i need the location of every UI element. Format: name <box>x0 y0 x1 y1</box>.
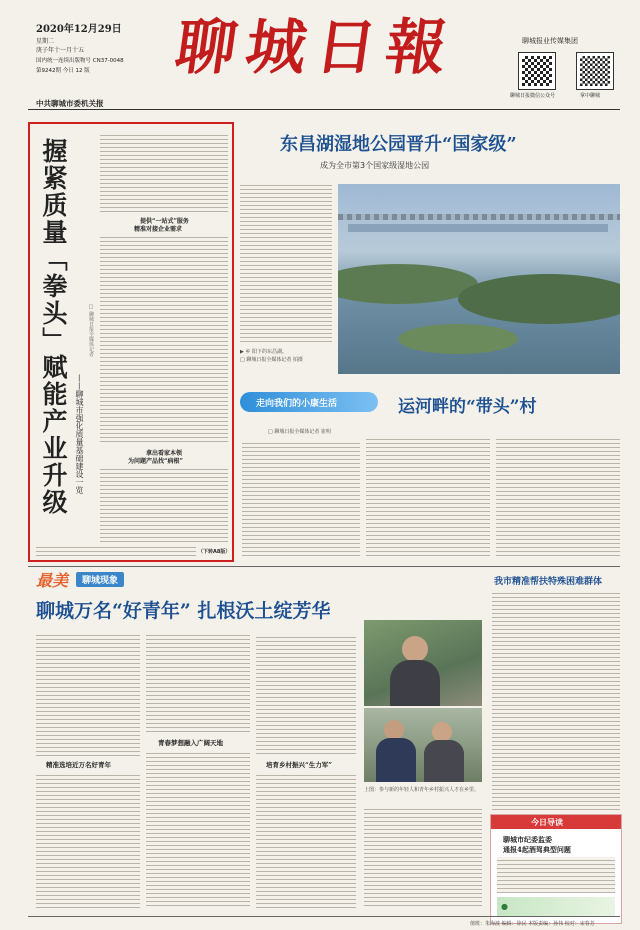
today-guide-header <box>491 815 621 829</box>
youth-banner <box>36 568 166 588</box>
top-story-subtitle-1b: 精准对接企业需求 <box>134 226 183 233</box>
masthead <box>0 0 640 110</box>
youth-sub-2: 青春梦想融入广阔天地 <box>158 739 223 747</box>
top-story-box <box>28 122 234 562</box>
newspaper-title: 聊城日報 <box>171 13 461 83</box>
xiaokang-banner <box>240 392 378 412</box>
youth-photo-bottom <box>364 708 482 782</box>
top-story-body-4 <box>36 544 196 558</box>
media-group: 聊城报业传媒集团 <box>522 37 578 45</box>
top-story-subtitle-2: 拿出看家本领 <box>146 450 183 457</box>
wetland-headline: 东昌湖湿地公园晋升“国家级” <box>280 134 517 155</box>
wetland-body <box>240 182 332 342</box>
xiaokang-headline: 运河畔的“带头”村 <box>398 397 537 417</box>
youth-photo-caption: 上图：参与新的年轻人和青年乡村振兴人才在乡里。 <box>364 787 480 793</box>
top-story-body-1 <box>100 132 228 212</box>
youth-body-5 <box>256 634 356 754</box>
today-brief-banner <box>497 897 615 917</box>
top-story-headline: 握紧质量「拳头」赋能产业升级 <box>39 138 68 516</box>
wetland-story <box>240 118 620 388</box>
youth-banner-right: 聊城现象 <box>76 572 124 587</box>
today-guide-panel <box>490 814 622 924</box>
top-story-subtitle-1: 提供“一站式”服务 <box>140 218 189 225</box>
top-story-body-2 <box>100 234 228 444</box>
youth-photo-top <box>364 620 482 706</box>
top-story-continue: （下转A8版） <box>198 549 231 555</box>
youth-body-6 <box>256 772 356 908</box>
xiaokang-banner-text: 走向我们的小康生活 <box>256 399 338 409</box>
cn-number: 国内统一连续出版物号 CN37-0048 <box>36 58 124 64</box>
wetland-subheadline: 成为全市第3个国家级湿地公园 <box>320 161 430 170</box>
footer-credits: 值班：朱海波 编辑：徐民 本版责编：孙伟 校对：宋春芳 <box>470 921 595 927</box>
today-brief-2[interactable]: 通报4起酒驾典型问题 <box>503 845 571 854</box>
qr1-label: 聊城日报微信公众号 <box>510 93 556 99</box>
wetland-caption-2: □ 聊城日报全媒体记者 拍摄 <box>240 357 303 363</box>
youth-body-3 <box>146 632 250 732</box>
today-brief-1[interactable]: 聊城市纪委监委 <box>503 835 552 844</box>
youth-sub-1: 精准选培近万名好青年 <box>46 761 111 769</box>
youth-body-2 <box>36 772 140 908</box>
masthead-divider <box>28 109 620 110</box>
date: 2020年12月29日 <box>36 24 122 35</box>
youth-headline: 聊城万名“好青年” 扎根沃土绽芳华 <box>36 600 331 622</box>
qr-code-2 <box>576 52 614 90</box>
today-guide-label: 今日导读 <box>531 818 563 827</box>
youth-sub-3: 培育乡村振兴“生力军” <box>266 761 332 769</box>
top-story-byline: □ 聊城日报全媒体记者 <box>88 304 94 357</box>
youth-banner-left: 最美 <box>36 571 69 590</box>
rightcol-body <box>492 590 620 810</box>
footer-divider <box>28 916 620 917</box>
today-brief-banner-icon: ● <box>501 902 508 911</box>
wetland-caption-1: ▶ 乡 阳下的东昌湖。 <box>240 349 288 355</box>
wetland-photo <box>338 184 620 374</box>
rightcol-headline: 我市精准帮扶特殊困难群体 <box>494 577 603 587</box>
xiaokang-body-2 <box>366 436 490 558</box>
youth-body-7 <box>364 806 482 908</box>
lunar-date: 庚子年十一月十五 <box>36 47 85 54</box>
top-story-body-3 <box>100 466 228 542</box>
top-story-subheadline: ——聊城市强化质量基础建设一览 <box>75 374 84 494</box>
xiaokang-byline: □ 聊城日报全媒体记者 崔明 <box>268 429 331 435</box>
qr-code-1 <box>518 52 556 90</box>
top-story-subtitle-2b: 为问题产品找“病根” <box>128 458 183 465</box>
qr2-label: 掌中聊城 <box>580 93 601 99</box>
publisher-line: 中共聊城市委机关报 <box>36 99 104 108</box>
youth-body-1 <box>36 632 140 758</box>
mid-divider <box>28 566 620 567</box>
weekday: 星期二 <box>36 38 55 45</box>
xiaokang-body-1 <box>242 440 360 558</box>
today-brief-body <box>497 857 615 893</box>
youth-body-4 <box>146 750 250 908</box>
issue-number: 第9242期 今日 12 版 <box>36 68 90 74</box>
xiaokang-body-3 <box>496 436 620 558</box>
